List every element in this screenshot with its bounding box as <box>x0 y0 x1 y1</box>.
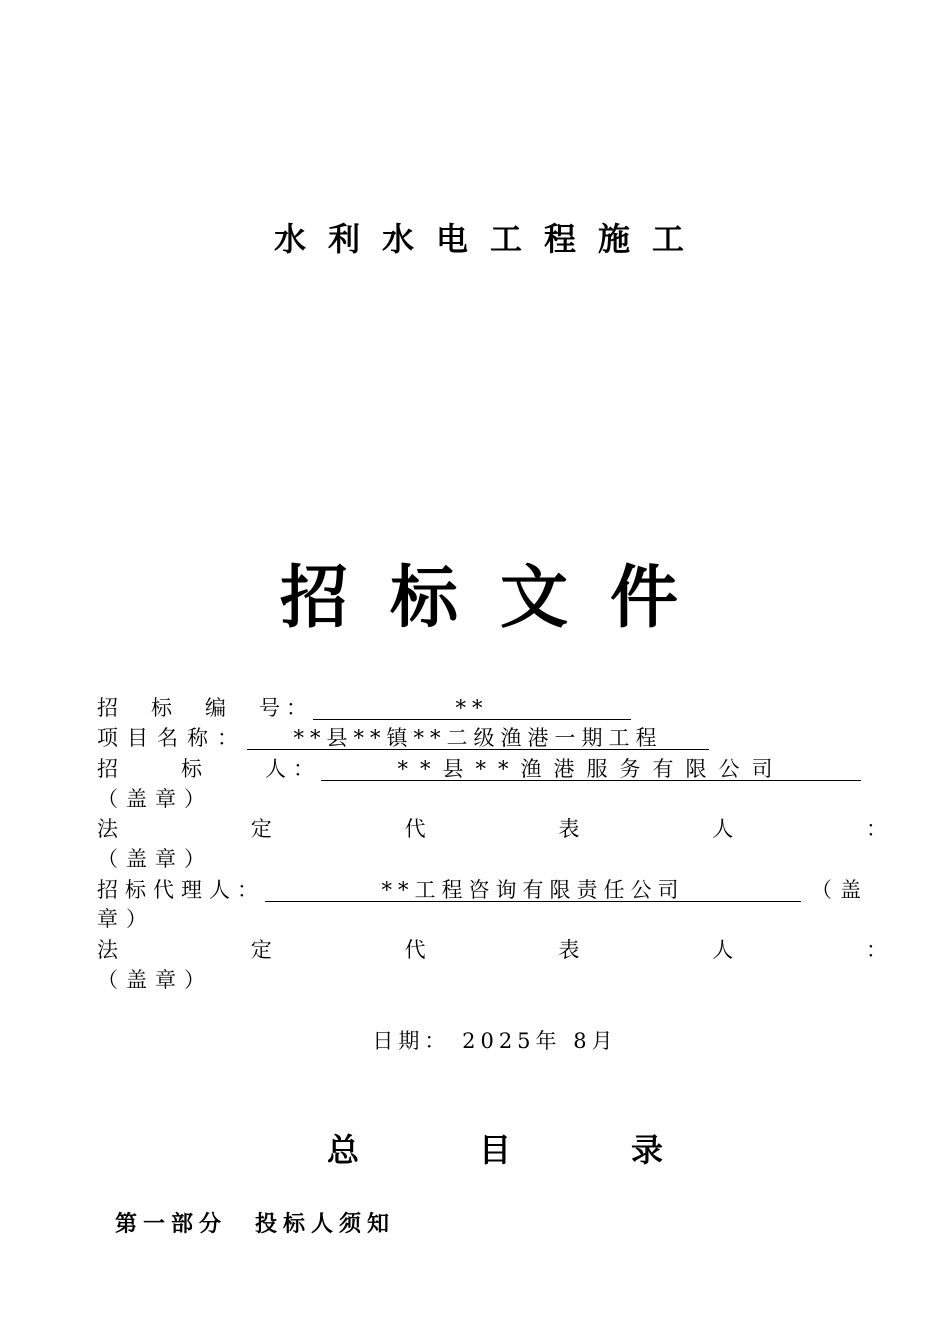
agent-value: **工程咨询有限责任公司 <box>265 879 801 902</box>
tender-no-value: ** <box>313 697 631 720</box>
legal-rep-row-2 <box>97 936 887 964</box>
legal-rep-char: ： <box>865 938 887 962</box>
toc-title-char: 目 <box>478 1131 511 1169</box>
agent-row <box>97 876 869 904</box>
toc-title <box>0 1125 950 1171</box>
legal-rep-char: 法 <box>97 938 118 962</box>
cover-subtitle: 水利水电工程施工 <box>273 220 706 258</box>
toc-title-char: 总 <box>326 1131 359 1169</box>
legal-rep-char: 定 <box>250 817 272 841</box>
legal-rep-char: 法 <box>97 817 118 841</box>
legal-rep-char: 代 <box>404 817 426 841</box>
agent-stamp-close: 章） <box>97 907 155 931</box>
legal-rep-char: 人 <box>712 817 734 841</box>
legal-rep-char: 表 <box>558 817 580 841</box>
legal-rep-char: ： <box>865 817 887 841</box>
project-name-row <box>97 724 709 752</box>
tenderer-value: **县**渔港服务有限公司 <box>321 758 861 781</box>
legal-rep-char: 定 <box>250 938 272 962</box>
tenderer-row <box>97 755 861 783</box>
tenderer-label: 招 标 人： <box>97 757 321 781</box>
legal-rep-stamp-2: （盖章） <box>97 968 213 992</box>
legal-rep-char: 人 <box>712 938 734 962</box>
project-name-value: **县**镇**二级渔港一期工程 <box>247 727 709 750</box>
toc-title-char: 录 <box>631 1131 664 1169</box>
issue-date: 日期： 2025年 8月 <box>372 1029 618 1053</box>
tenderer-stamp: （盖章） <box>97 787 213 811</box>
project-name-label: 项目名称： <box>97 726 247 750</box>
agent-label: 招标代理人： <box>97 878 265 902</box>
tender-no-label: 招 标 编 号： <box>97 696 313 720</box>
legal-rep-stamp-1: （盖章） <box>97 847 213 871</box>
cover-title: 招标文件 <box>279 559 720 638</box>
legal-rep-char: 表 <box>558 938 580 962</box>
toc-item-part1: 第一部分 投标人须知 <box>115 1212 396 1237</box>
legal-rep-char: 代 <box>404 938 426 962</box>
agent-stamp-open: （盖 <box>811 878 869 902</box>
tender-no-row <box>97 694 631 722</box>
legal-rep-row-1 <box>97 815 887 843</box>
